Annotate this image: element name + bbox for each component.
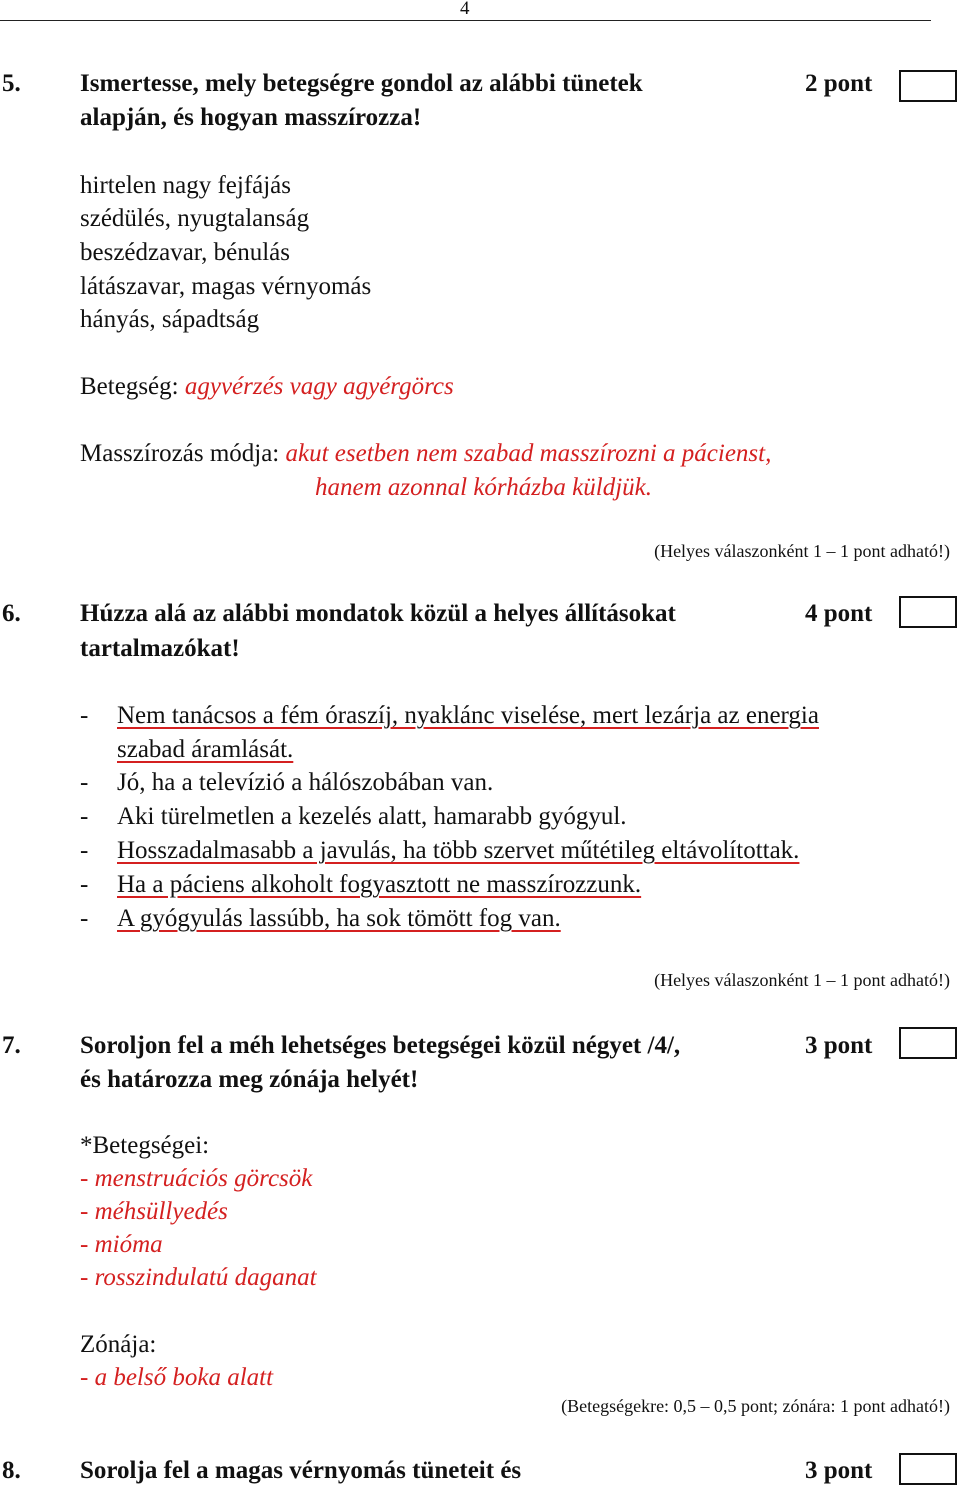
disease-item-1: - menstruációs görcsök	[80, 1165, 313, 1192]
symptom-1: hirtelen nagy fejfájás	[80, 172, 292, 199]
statement-3-dash: -	[80, 803, 89, 830]
q7-points: 3 pont	[805, 1032, 873, 1059]
zone-answer: - a belső boka alatt	[80, 1364, 274, 1391]
q5-score-box[interactable]	[899, 70, 957, 102]
symptom-3: beszédzavar, bénulás	[80, 239, 290, 266]
disease-line	[80, 373, 454, 401]
q6-question-line2: tartalmazókat!	[80, 635, 240, 662]
q7-score-box[interactable]	[899, 1027, 957, 1059]
disease-item-3: - mióma	[80, 1231, 163, 1258]
statement-4[interactable]: Hosszadalmasabb a javulás, ha több szervet műtétileg eltávolítottak.	[117, 837, 800, 864]
zone-label: Zónája:	[80, 1331, 157, 1358]
symptom-2: szédülés, nyugtalanság	[80, 205, 310, 232]
statement-1-line1[interactable]: Nem tanácsos a fém óraszíj, nyaklánc viselése, mert lezárja az energia	[117, 702, 819, 729]
q7-number: 7.	[2, 1032, 21, 1059]
q8-question-line1: Sorolja fel a magas vérnyomás tüneteit és	[80, 1457, 522, 1484]
diseases-label: *Betegségei:	[80, 1132, 210, 1159]
statement-3[interactable]: Aki türelmetlen a kezelés alatt, hamarabb gyógyul.	[117, 803, 627, 830]
massage-answer-1: akut esetben nem szabad masszírozni a pácienst,	[285, 440, 772, 467]
q8-number: 8.	[2, 1457, 21, 1484]
q5-scoring-note: (Helyes válaszonként 1 – 1 pont adható!)	[654, 541, 950, 561]
statement-4-dash: -	[80, 837, 89, 864]
q5-question-line1: Ismertesse, mely betegségre gondol az alábbi tünetek	[80, 70, 643, 97]
statement-6-dash: -	[80, 905, 89, 932]
q6-score-box[interactable]	[899, 596, 957, 628]
statement-2-dash: -	[80, 769, 89, 796]
disease-answer: agyvérzés vagy agyérgörcs	[184, 373, 454, 400]
q5-question-line2: alapján, és hogyan masszírozza!	[80, 104, 422, 131]
q6-question-line1: Húzza alá az alábbi mondatok közül a helyes állításokat	[80, 600, 676, 627]
statement-1-dash: -	[80, 702, 89, 729]
q8-points: 3 pont	[805, 1457, 873, 1484]
massage-line	[80, 440, 771, 468]
q7-question-line1: Soroljon fel a méh lehetséges betegségei közül négyet /4/,	[80, 1032, 681, 1059]
statement-5-dash: -	[80, 871, 89, 898]
header-rule	[0, 20, 931, 21]
q6-scoring-note: (Helyes válaszonként 1 – 1 pont adható!)	[654, 970, 950, 990]
disease-item-2: - méhsüllyedés	[80, 1198, 228, 1225]
statement-5[interactable]: Ha a páciens alkoholt fogyasztott ne masszírozzunk.	[117, 871, 642, 898]
page-number: 4	[460, 0, 470, 19]
massage-answer-2: hanem azonnal kórházba küldjük.	[315, 474, 653, 501]
q6-points: 4 pont	[805, 600, 873, 627]
q5-number: 5.	[2, 70, 21, 97]
symptom-5: hányás, sápadtság	[80, 306, 260, 333]
q8-score-box[interactable]	[899, 1453, 957, 1485]
statement-2[interactable]: Jó, ha a televízió a hálószobában van.	[117, 769, 494, 796]
q7-scoring-note: (Betegségekre: 0,5 – 0,5 pont; zónára: 1 pont adható!)	[561, 1396, 950, 1416]
q6-number: 6.	[2, 600, 21, 627]
symptom-4: látászavar, magas vérnyomás	[80, 273, 372, 300]
q5-points: 2 pont	[805, 70, 873, 97]
disease-label: Betegség:	[80, 373, 179, 400]
statement-1-line2[interactable]: szabad áramlását.	[117, 736, 294, 763]
disease-item-4: - rosszindulatú daganat	[80, 1264, 317, 1291]
statement-6[interactable]: A gyógyulás lassúbb, ha sok tömött fog van.	[117, 905, 561, 932]
q7-question-line2: és határozza meg zónája helyét!	[80, 1066, 419, 1093]
massage-label: Masszírozás módja:	[80, 440, 280, 467]
